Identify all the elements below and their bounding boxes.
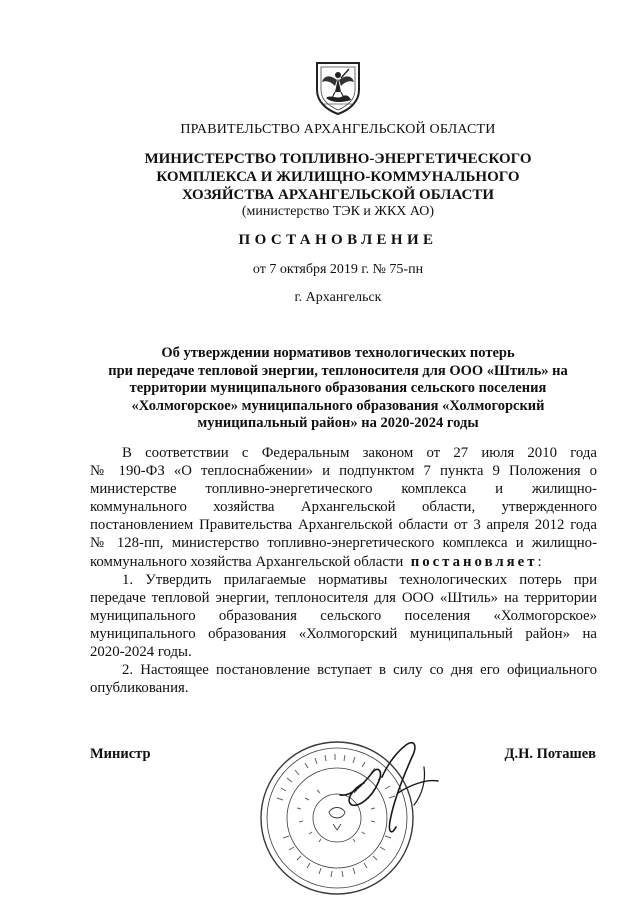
signer-name: Д.Н. Поташев bbox=[504, 746, 596, 762]
preamble-line: № 190-ФЗ «О теплоснабжении» и подпунктом 7 пункта 9 Положения о bbox=[90, 463, 597, 480]
title-line: муниципальный район» на 2020-2024 годы bbox=[197, 415, 479, 431]
decree-colon: : bbox=[537, 553, 542, 570]
government-name: ПРАВИТЕЛЬСТВО АРХАНГЕЛЬСКОЙ ОБЛАСТИ bbox=[180, 122, 496, 137]
ministry-name-line: КОМПЛЕКСА И ЖИЛИЩНО-КОММУНАЛЬНОГО bbox=[156, 169, 520, 185]
ministry-name-line: ХОЗЯЙСТВА АРХАНГЕЛЬСКОЙ ОБЛАСТИ bbox=[181, 187, 495, 203]
title-line: «Холмогорское» муниципального образования «Холмогорский bbox=[131, 397, 545, 414]
preamble-line: В соответствии с Федеральным законом от 27 июля 2010 года bbox=[122, 445, 597, 461]
title-line: при передаче тепловой энергии, теплоносителя для ООО «Штиль» на bbox=[108, 362, 568, 379]
signer-title: Министр bbox=[90, 746, 151, 762]
ministry-abbreviation: (министерство ТЭК и ЖКХ АО) bbox=[241, 204, 435, 219]
preamble-line: коммунального хозяйства Архангельской области, утвержденного bbox=[90, 499, 597, 516]
item2-line: опубликования. bbox=[90, 680, 189, 697]
document-title bbox=[60, 345, 616, 433]
document-type: ПОСТАНОВЛЕНИЕ bbox=[238, 232, 438, 248]
handwritten-signature-icon bbox=[330, 735, 470, 855]
item1-line: муниципального образования сельского поселения «Холмогорское» bbox=[90, 607, 597, 624]
item1-line: 2020-2024 годы. bbox=[90, 644, 192, 661]
coat-of-arms-icon bbox=[313, 60, 363, 115]
title-line: Об утверждении нормативов технологических потерь bbox=[161, 345, 515, 361]
item1-line: 1. Утвердить прилагаемые нормативы технологических потерь при bbox=[122, 571, 597, 588]
preamble-line: коммунального хозяйства Архангельской области bbox=[90, 553, 404, 570]
document-body bbox=[90, 444, 597, 697]
decree-word: постановляет bbox=[410, 553, 538, 570]
preamble-line: № 128-пп, министерство топливно-энергетического комплекса и жилищно- bbox=[90, 535, 597, 552]
document-city: г. Архангельск bbox=[294, 290, 382, 305]
preamble-line: министерстве топливно-энергетического комплекса и жилищно- bbox=[90, 481, 597, 498]
item1-line: муниципального образования «Холмогорский муниципальный район» на bbox=[90, 625, 597, 642]
title-line: территории муниципального образования сельского поселения bbox=[129, 380, 547, 396]
item1-line: передаче тепловой энергии, теплоносителя для ООО «Штиль» на территории bbox=[90, 589, 597, 606]
preamble-line: постановлением Правительства Архангельской области от 3 апреля 2012 года bbox=[90, 517, 597, 534]
ministry-name bbox=[60, 150, 616, 204]
item2-line: 2. Настоящее постановление вступает в силу со дня его официального bbox=[122, 662, 597, 679]
ministry-name-line: МИНИСТЕРСТВО ТОПЛИВНО-ЭНЕРГЕТИЧЕСКОГО bbox=[144, 151, 532, 167]
preamble-final-line bbox=[90, 553, 597, 571]
document-date-number: от 7 октября 2019 г. № 75-пн bbox=[252, 262, 424, 277]
